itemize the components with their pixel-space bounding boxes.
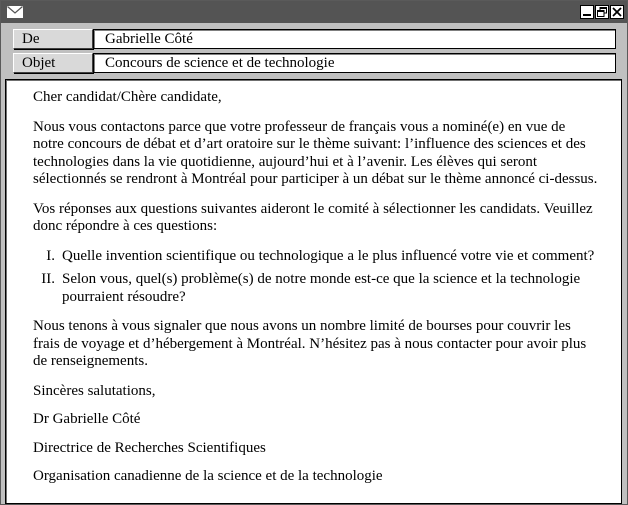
question-list [33, 248, 598, 307]
from-label: De [13, 29, 93, 49]
from-field[interactable]: Gabrielle Côté [93, 29, 616, 49]
list-item [33, 248, 598, 266]
message-body[interactable] [5, 79, 622, 504]
signature-title: Directrice de Recherches Scientifiques [33, 439, 266, 456]
subject-row [13, 53, 623, 73]
question-number: II. [41, 271, 55, 287]
from-row [13, 29, 623, 49]
restore-button[interactable] [595, 5, 609, 19]
mail-icon [7, 6, 23, 18]
closing-block [33, 383, 598, 486]
greeting: Cher candidat/Chère candidate, [33, 89, 222, 105]
question-number: I. [46, 247, 55, 264]
close-icon [611, 6, 623, 18]
title-bar[interactable] [1, 1, 627, 23]
subject-field[interactable]: Concours de science et de technologie [93, 53, 616, 73]
subject-label: Objet [13, 53, 93, 73]
message-text [33, 89, 598, 497]
minimize-button[interactable] [580, 5, 594, 19]
signature-org: Organisation canadienne de la science et de la technologie [33, 468, 383, 484]
question-text: Quelle invention scientifique ou technologique a le plus influencé votre vie et comment? [62, 247, 595, 264]
signature-name: Dr Gabrielle Côté [33, 411, 141, 427]
minimize-icon [581, 6, 593, 18]
paragraph-questions-intro: Vos réponses aux questions suivantes aideront le comité à sélectionner les candidats. Veuillez donc répondre à ces questions: [33, 200, 593, 234]
list-item [33, 271, 598, 306]
close-button[interactable] [610, 5, 624, 19]
question-text: Selon vous, quel(s) problème(s) de notre monde est-ce que la science et la technologie pourraient résoudre? [62, 271, 581, 305]
closing: Sincères salutations, [33, 382, 156, 399]
window-controls [580, 5, 624, 19]
paragraph-scholarships: Nous tenons à vous signaler que nous avons un nombre limité de bourses pour couvrir les frais de voyage et d’hébergement à Montréal. N’hésitez pas à nous contacter pour avoir plus de renseignements. [33, 318, 587, 369]
restore-icon [596, 6, 608, 18]
paragraph-intro: Nous vous contactons parce que votre professeur de français vous a nominé(e) en vue de notre concours de débat et d’art oratoire sur le thème suivant: l’influence des sciences et des technologies dans la vie quotidienne, aujourd’hui et à l’avenir. Les élèves qui seront sélectionnés se rendront à Montréal pour participer à un débat sur le thème annoncé ci-dessus. [33, 118, 598, 187]
